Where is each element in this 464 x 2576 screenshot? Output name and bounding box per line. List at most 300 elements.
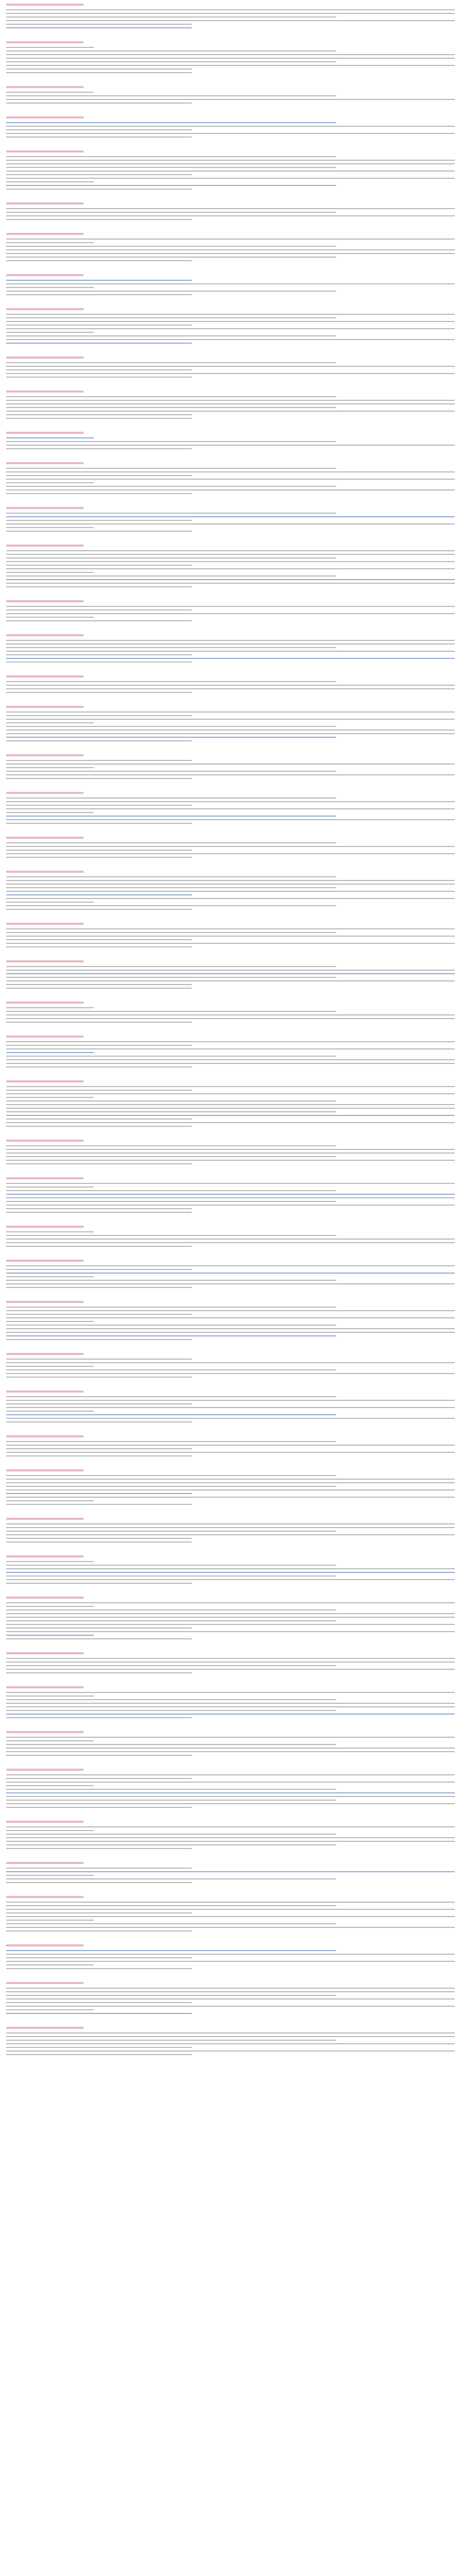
paragraph-line (6, 1010, 458, 1013)
paragraph-line (6, 2035, 458, 2038)
section-heading (6, 1035, 458, 1039)
paragraph-line (6, 1836, 458, 1839)
paragraph-line (6, 1047, 458, 1050)
section-heading (6, 1300, 458, 1304)
paragraph-line (6, 1189, 458, 1192)
paragraph-line (6, 879, 458, 882)
paragraph-line (6, 680, 458, 683)
paragraph-line (6, 1399, 458, 1402)
document-section (6, 922, 458, 948)
paragraph-line (6, 492, 458, 495)
paragraph-line (6, 639, 458, 642)
section-heading (6, 1177, 458, 1180)
document-section (6, 1768, 458, 1809)
paragraph-line (6, 1358, 458, 1361)
paragraph-line (6, 1698, 458, 1701)
paragraph-line (6, 23, 458, 26)
paragraph-line (6, 660, 458, 664)
paragraph-line (6, 361, 458, 364)
paragraph-line (6, 1626, 458, 1630)
document-section (6, 150, 458, 191)
paragraph-line (6, 1919, 458, 1922)
paragraph-line (6, 728, 458, 732)
paragraph-line (6, 1238, 458, 1241)
paragraph-line (6, 1062, 458, 1065)
paragraph-line (6, 1055, 458, 1058)
section-heading (6, 3, 458, 7)
document-section (6, 705, 458, 742)
paragraph-line (6, 945, 458, 948)
paragraph-line (6, 1743, 458, 1746)
section-heading (6, 705, 458, 709)
paragraph-line (6, 1922, 458, 1925)
paragraph-line (6, 762, 458, 766)
paragraph-line (6, 556, 458, 560)
paragraph-line (6, 1207, 458, 1210)
section-heading (6, 600, 458, 603)
paragraph-line (6, 807, 458, 810)
paragraph-line (6, 121, 458, 124)
paragraph-line (6, 1791, 458, 1794)
paragraph-line (6, 1089, 458, 1092)
document-section (6, 274, 458, 296)
paragraph-line (6, 904, 458, 907)
paragraph-line (6, 852, 458, 855)
section-heading (6, 1517, 458, 1521)
paragraph-line (6, 406, 458, 409)
paragraph-line (6, 128, 458, 131)
paragraph-line (6, 245, 458, 248)
document-section (6, 1652, 458, 1674)
document-section (6, 41, 458, 74)
paragraph-line (6, 26, 458, 29)
paragraph-line (6, 188, 458, 191)
paragraph-line (6, 436, 458, 439)
document-section (6, 308, 458, 345)
section-heading (6, 1652, 458, 1655)
paragraph-line (6, 1114, 458, 1117)
paragraph-line (6, 2046, 458, 2049)
paragraph-line (6, 553, 458, 556)
paragraph-line (6, 1320, 458, 1323)
section-heading (6, 86, 458, 89)
paragraph-line (6, 1829, 458, 1832)
paragraph-line (6, 485, 458, 488)
paragraph-line (6, 1331, 458, 1334)
section-heading (6, 1225, 458, 1229)
paragraph-line (6, 1234, 458, 1237)
paragraph-line (6, 1148, 458, 1151)
section-heading (6, 1080, 458, 1083)
paragraph-line (6, 1637, 458, 1640)
paragraph-line (6, 1096, 458, 1099)
document-section (6, 1435, 458, 1458)
paragraph-line (6, 1668, 458, 1671)
section-heading (6, 1820, 458, 1824)
paragraph-line (6, 46, 458, 49)
paragraph-line (6, 94, 458, 97)
paragraph-line (6, 488, 458, 492)
paragraph-line (6, 417, 458, 420)
document-section (6, 600, 458, 622)
paragraph-line (6, 19, 458, 22)
paragraph-line (6, 942, 458, 945)
paragraph-line (6, 1474, 458, 1477)
document-section (6, 232, 458, 262)
paragraph-line (6, 1750, 458, 1753)
paragraph-line (6, 1911, 458, 1914)
paragraph-line (6, 1268, 458, 1271)
section-heading (6, 1861, 458, 1865)
paragraph-line (6, 1623, 458, 1626)
paragraph-line (6, 1492, 458, 1495)
paragraph-line (6, 444, 458, 447)
paragraph-line (6, 1451, 458, 1454)
paragraph-line (6, 931, 458, 934)
document-section (6, 634, 458, 664)
paragraph-line (6, 1739, 458, 1742)
paragraph-line (6, 822, 458, 825)
paragraph-line (6, 64, 458, 67)
paragraph-line (6, 155, 458, 158)
paragraph-line (6, 342, 458, 345)
paragraph-line (6, 1361, 458, 1364)
paragraph-line (6, 608, 458, 612)
paragraph-line (6, 376, 458, 379)
paragraph-line (6, 1200, 458, 1203)
paragraph-line (6, 1447, 458, 1450)
paragraph-line (6, 972, 458, 975)
paragraph-line (6, 571, 458, 574)
paragraph-line (6, 159, 458, 162)
paragraph-line (6, 324, 458, 327)
paragraph-line (6, 1368, 458, 1371)
paragraph-line (6, 1608, 458, 1612)
paragraph-line (6, 796, 458, 800)
paragraph-line (6, 1013, 458, 1016)
document-section (6, 1225, 458, 1248)
paragraph-line (6, 1478, 458, 1481)
paragraph-line (6, 1582, 458, 1585)
paragraph-line (6, 241, 458, 244)
paragraph-line (6, 1496, 458, 1499)
paragraph-line (6, 1117, 458, 1121)
paragraph-line (6, 402, 458, 405)
paragraph-line (6, 218, 458, 221)
paragraph-line (6, 279, 458, 282)
paragraph-line (6, 1241, 458, 1244)
paragraph-line (6, 1571, 458, 1574)
paragraph-line (6, 1316, 458, 1319)
paragraph-line (6, 125, 458, 128)
paragraph-line (6, 1372, 458, 1375)
paragraph-line (6, 1664, 458, 1667)
paragraph-line (6, 2049, 458, 2053)
paragraph-line (6, 1967, 458, 1970)
paragraph-line (6, 1324, 458, 1327)
paragraph-line (6, 238, 458, 241)
paragraph-line (6, 316, 458, 319)
paragraph-line (6, 1410, 458, 1413)
section-heading (6, 232, 458, 236)
paragraph-line (6, 290, 458, 293)
paragraph-line (6, 1987, 458, 1990)
paragraph-line (6, 605, 458, 608)
paragraph-line (6, 890, 458, 893)
paragraph-line (6, 1338, 458, 1341)
paragraph-line (6, 1306, 458, 1309)
paragraph-line (6, 1671, 458, 1674)
paragraph-line (6, 1444, 458, 1447)
section-heading (6, 544, 458, 548)
paragraph-line (6, 1904, 458, 1907)
paragraph-line (6, 320, 458, 323)
paragraph-line (6, 585, 458, 588)
paragraph-line (6, 1567, 458, 1570)
paragraph-line (6, 976, 458, 979)
paragraph-line (6, 1777, 458, 1780)
paragraph-line (6, 1960, 458, 1963)
paragraph-line (6, 1309, 458, 1312)
paragraph-line (6, 1949, 458, 1952)
paragraph-line (6, 965, 458, 968)
document-section (6, 1300, 458, 1341)
paragraph-line (6, 684, 458, 687)
paragraph-line (6, 908, 458, 911)
paragraph-line (6, 49, 458, 53)
paragraph-line (6, 1413, 458, 1416)
paragraph-line (6, 331, 458, 334)
paragraph-line (6, 1065, 458, 1069)
paragraph-line (6, 739, 458, 742)
paragraph-line (6, 410, 458, 413)
document-section (6, 3, 458, 29)
paragraph-line (6, 467, 458, 470)
document-section (6, 1259, 458, 1289)
paragraph-line (6, 773, 458, 776)
section-heading (6, 1596, 458, 1600)
document-section (6, 202, 458, 221)
paragraph-line (6, 8, 458, 11)
paragraph-line (6, 1110, 458, 1113)
paragraph-line (6, 582, 458, 585)
paragraph-line (6, 1125, 458, 1128)
paragraph-line (6, 714, 458, 717)
paragraph-line (6, 1402, 458, 1405)
paragraph-line (6, 1440, 458, 1443)
paragraph-line (6, 1522, 458, 1526)
paragraph-line (6, 901, 458, 904)
paragraph-line (6, 1877, 458, 1880)
paragraph-line (6, 725, 458, 728)
paragraph-line (6, 180, 458, 183)
section-heading (6, 150, 458, 154)
section-heading (6, 390, 458, 394)
paragraph-line (6, 313, 458, 316)
paragraph-line (6, 1784, 458, 1787)
paragraph-line (6, 327, 458, 330)
paragraph-line (6, 1406, 458, 1409)
document-section (6, 1080, 458, 1128)
paragraph-line (6, 987, 458, 990)
paragraph-line (6, 811, 458, 814)
paragraph-line (6, 1121, 458, 1124)
paragraph-line (6, 1162, 458, 1165)
paragraph-line (6, 2008, 458, 2011)
paragraph-line (6, 399, 458, 402)
paragraph-line (6, 893, 458, 896)
paragraph-line (6, 368, 458, 371)
paragraph-line (6, 849, 458, 852)
paragraph-line (6, 1799, 458, 1802)
paragraph-line (6, 969, 458, 972)
paragraph-line (6, 1481, 458, 1484)
section-heading (6, 1555, 458, 1558)
document-section (6, 86, 458, 105)
section-heading (6, 791, 458, 795)
section-heading (6, 1981, 458, 1985)
paragraph-line (6, 211, 458, 214)
paragraph-line (6, 282, 458, 285)
paragraph-line (6, 1540, 458, 1544)
document-section (6, 1177, 458, 1214)
paragraph-line (6, 766, 458, 769)
paragraph-line (6, 1881, 458, 1884)
paragraph-line (6, 1196, 458, 1199)
paragraph-line (6, 1908, 458, 1911)
paragraph-line (6, 1275, 458, 1278)
section-heading (6, 1731, 458, 1734)
paragraph-line (6, 1915, 458, 1918)
paragraph-line (6, 1709, 458, 1712)
paragraph-line (6, 1051, 458, 1054)
paragraph-line (6, 804, 458, 807)
document-section (6, 506, 458, 533)
paragraph-line (6, 470, 458, 473)
paragraph-line (6, 1716, 458, 1719)
paragraph-line (6, 413, 458, 416)
paragraph-line (6, 1485, 458, 1488)
paragraph-line (6, 2012, 458, 2015)
paragraph-line (6, 526, 458, 529)
paragraph-line (6, 759, 458, 762)
paragraph-line (6, 1420, 458, 1423)
paragraph-line (6, 1795, 458, 1798)
paragraph-line (6, 983, 458, 986)
paragraph-line (6, 1870, 458, 1873)
section-heading (6, 1001, 458, 1005)
section-heading (6, 1895, 458, 1899)
paragraph-line (6, 256, 458, 259)
paragraph-line (6, 1605, 458, 1608)
paragraph-line (6, 1574, 458, 1578)
paragraph-line (6, 286, 458, 289)
paragraph-line (6, 293, 458, 296)
document-section (6, 2026, 458, 2056)
document-section (6, 544, 458, 588)
paragraph-line (6, 1660, 458, 1664)
paragraph-line (6, 1802, 458, 1805)
paragraph-line (6, 1211, 458, 1214)
document-section (6, 1035, 458, 1069)
paragraph-line (6, 522, 458, 526)
paragraph-line (6, 1488, 458, 1492)
section-heading (6, 2026, 458, 2030)
paragraph-line (6, 1619, 458, 1622)
paragraph-line (6, 1282, 458, 1285)
paragraph-line (6, 1155, 458, 1158)
paragraph-line (6, 1578, 458, 1581)
paragraph-line (6, 1747, 458, 1750)
paragraph-line (6, 1272, 458, 1275)
paragraph-line (6, 530, 458, 533)
paragraph-line (6, 979, 458, 982)
paragraph-line (6, 334, 458, 337)
paragraph-line (6, 1781, 458, 1784)
paragraph-line (6, 1634, 458, 1637)
paragraph-line (6, 57, 458, 60)
document-section (6, 1861, 458, 1884)
paragraph-line (6, 815, 458, 818)
paragraph-line (6, 650, 458, 653)
paragraph-line (6, 1017, 458, 1020)
paragraph-line (6, 53, 458, 56)
section-heading (6, 1139, 458, 1143)
paragraph-line (6, 567, 458, 570)
paragraph-line (6, 98, 458, 101)
paragraph-line (6, 1994, 458, 1997)
section-heading (6, 41, 458, 44)
paragraph-line (6, 564, 458, 567)
paragraph-line (6, 1533, 458, 1536)
paragraph-line (6, 612, 458, 615)
paragraph-line (6, 1929, 458, 1933)
document-section (6, 870, 458, 911)
paragraph-line (6, 845, 458, 848)
paragraph-line (6, 1530, 458, 1533)
document-section (6, 1390, 458, 1423)
paragraph-line (6, 184, 458, 187)
paragraph-line (6, 207, 458, 210)
paragraph-line (6, 1694, 458, 1698)
paragraph-line (6, 1044, 458, 1047)
paragraph-line (6, 1365, 458, 1368)
paragraph-line (6, 1204, 458, 1207)
document-section (6, 1555, 458, 1585)
paragraph-line (6, 338, 458, 341)
paragraph-line (6, 166, 458, 169)
paragraph-line (6, 1085, 458, 1088)
section-heading (6, 1469, 458, 1472)
paragraph-line (6, 574, 458, 578)
paragraph-line (6, 91, 458, 94)
document-section (6, 1944, 458, 1970)
document-section (6, 1001, 458, 1024)
paragraph-line (6, 691, 458, 694)
section-heading (6, 462, 458, 465)
paragraph-line (6, 883, 458, 886)
document-section (6, 1517, 458, 1544)
paragraph-line (6, 800, 458, 803)
document-section (6, 1731, 458, 1757)
paragraph-line (6, 1107, 458, 1110)
section-heading (6, 308, 458, 311)
paragraph-line (6, 2042, 458, 2045)
paragraph-line (6, 2039, 458, 2042)
section-heading (6, 1435, 458, 1438)
document-section (6, 960, 458, 990)
paragraph-line (6, 886, 458, 889)
